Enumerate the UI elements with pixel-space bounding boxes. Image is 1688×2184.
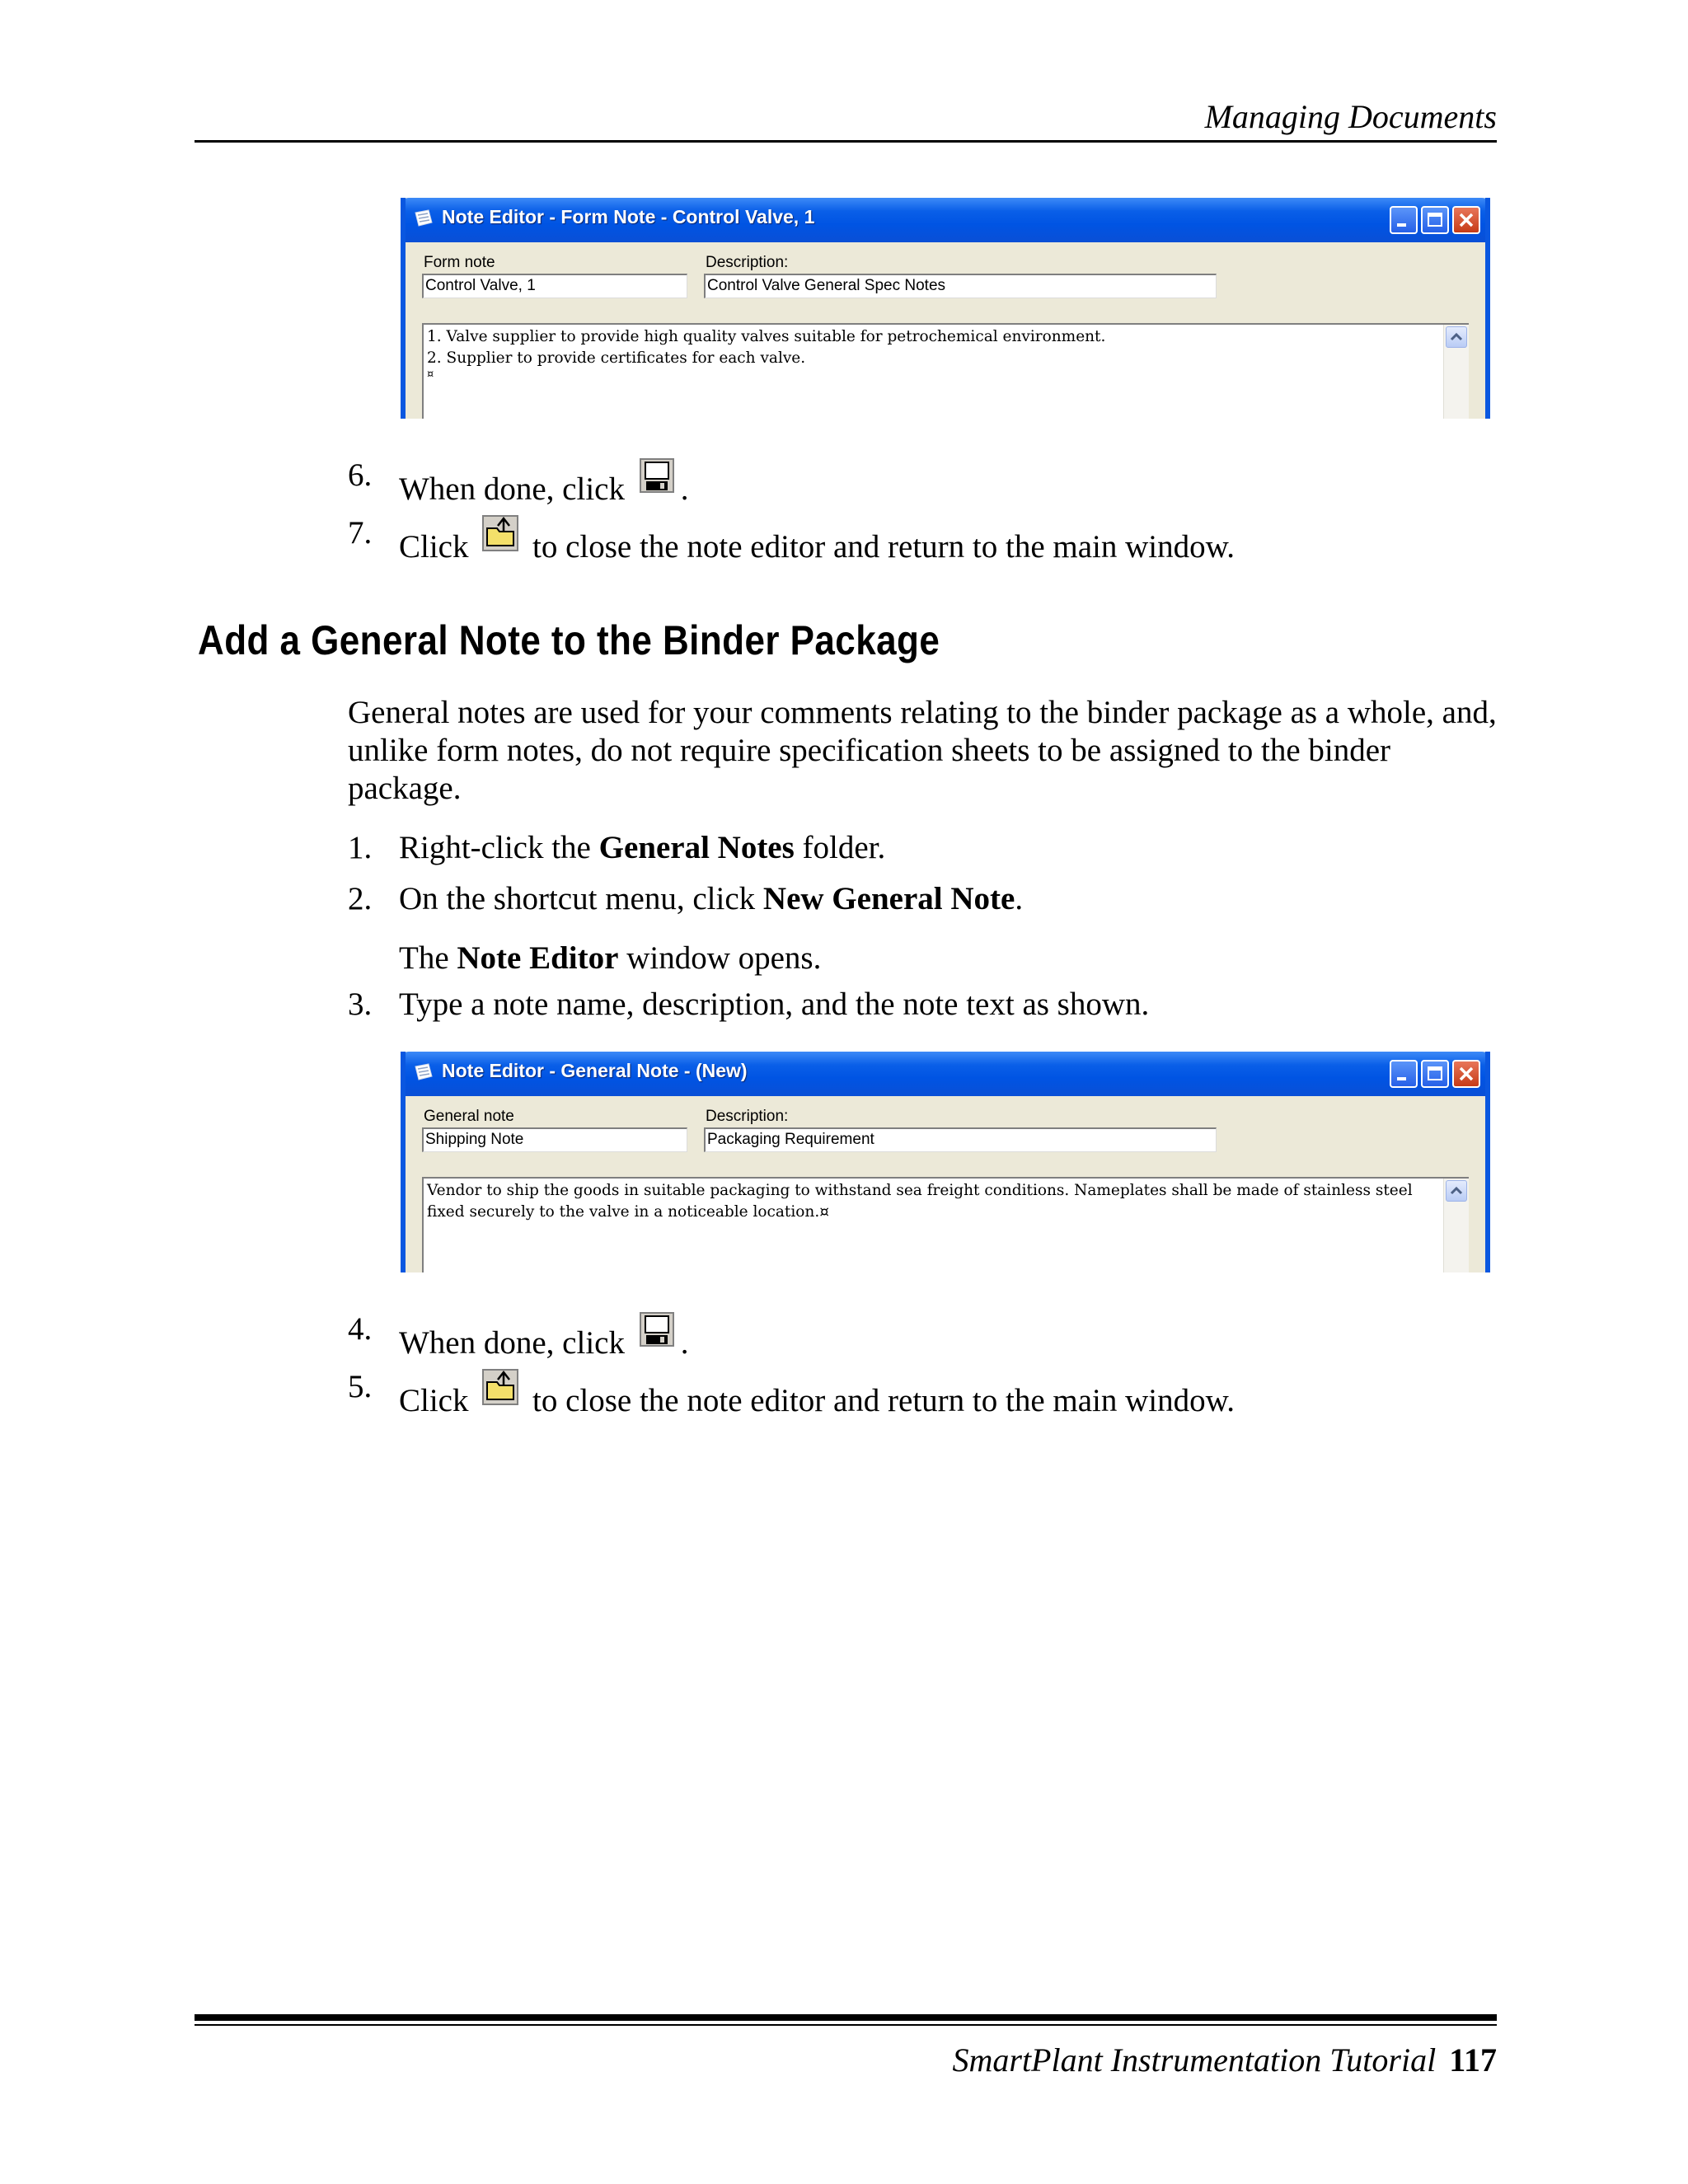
step-number: 5.	[348, 1369, 373, 1404]
intro-paragraph: General notes are used for your comments relating to the binder package as a whole, and, unlike form notes, do not require specification sheets to be assigned to the binder package.	[348, 695, 1497, 806]
step-number: 3.	[348, 987, 373, 1022]
title-bar[interactable]	[401, 198, 1490, 242]
footer	[195, 2041, 1497, 2079]
header-rule	[195, 140, 1497, 143]
result-bold-text: Note Editor	[457, 940, 619, 976]
note-text-line: fixed securely to the valve in a noticeable location.¤	[427, 1203, 829, 1221]
footer-rule-thin	[195, 2024, 1497, 2026]
note-text-area[interactable]	[422, 323, 1469, 419]
maximize-button[interactable]	[1421, 1060, 1449, 1088]
step-text: Click	[399, 529, 477, 565]
step-number: 2.	[348, 881, 373, 916]
close-editor-icon	[481, 514, 519, 552]
result-text: The	[399, 940, 449, 976]
description-label: Description:	[706, 1108, 789, 1125]
close-icon	[1454, 208, 1479, 232]
step-text: .	[680, 1325, 689, 1361]
step-number: 1.	[348, 830, 373, 865]
maximize-icon	[1423, 208, 1447, 232]
step-text: folder.	[802, 830, 886, 865]
general-note-label: General note	[424, 1108, 514, 1125]
step-bold-text: General Notes	[598, 830, 795, 865]
note-text-line: Vendor to ship the goods in suitable packaging to withstand sea freight conditions. Nameplates shall be made of stainless steel	[427, 1182, 1413, 1199]
step-2-result	[399, 940, 821, 977]
note-editor-app-icon	[412, 1062, 435, 1085]
step-number: 6.	[348, 457, 373, 493]
step-text: Click	[399, 1383, 477, 1418]
step-text: On the shortcut menu, click	[399, 881, 756, 916]
maximize-button[interactable]	[1421, 206, 1449, 234]
minimize-button[interactable]	[1390, 206, 1418, 234]
step-bold-text: New General Note	[762, 881, 1015, 916]
note-text-line: 1. Valve supplier to provide high quality valves suitable for petrochemical environment.	[427, 328, 1106, 345]
step-number: 7.	[348, 515, 373, 551]
step-text: Right-click the	[399, 830, 591, 865]
scroll-up-button[interactable]	[1446, 1180, 1467, 1202]
close-button[interactable]	[1452, 1060, 1480, 1088]
description-label: Description:	[706, 254, 789, 271]
minimize-icon	[1391, 1062, 1416, 1086]
chevron-up-icon	[1447, 327, 1466, 347]
section-heading: Add a General Note to the Binder Package	[198, 617, 940, 663]
note-editor-app-icon	[412, 208, 435, 231]
step-text: When done, click	[399, 471, 633, 507]
maximize-icon	[1423, 1062, 1447, 1086]
minimize-button[interactable]	[1390, 1060, 1418, 1088]
close-icon	[1454, 1062, 1479, 1086]
step-text: Type a note name, description, and the note text as shown.	[399, 987, 1150, 1022]
save-icon	[638, 1310, 676, 1348]
footer-title: SmartPlant Instrumentation Tutorial	[952, 2041, 1437, 2079]
step-text: When done, click	[399, 1325, 633, 1361]
close-button[interactable]	[1452, 206, 1480, 234]
running-head: Managing Documents	[1204, 98, 1497, 135]
chevron-up-icon	[1447, 1181, 1466, 1201]
save-icon	[638, 457, 676, 494]
footer-rule	[195, 2014, 1497, 2021]
note-text-area[interactable]	[422, 1177, 1469, 1272]
window-title: Note Editor - General Note - (New)	[442, 1060, 748, 1081]
result-text: window opens.	[626, 940, 822, 976]
note-editor-window-form-note	[401, 198, 1490, 419]
page-number: 117	[1449, 2041, 1497, 2079]
vertical-scrollbar[interactable]	[1443, 325, 1469, 419]
minimize-icon	[1391, 208, 1416, 232]
step-text: .	[1015, 881, 1024, 916]
description-input[interactable]: Packaging Requirement	[704, 1127, 1217, 1152]
note-text-line: 2. Supplier to provide certificates for each valve.	[427, 349, 806, 367]
form-note-input[interactable]: Control Valve, 1	[422, 274, 687, 298]
form-note-label: Form note	[424, 254, 495, 271]
window-title: Note Editor - Form Note - Control Valve, 1	[442, 206, 815, 227]
step-text: to close the note editor and return to the main window.	[524, 1383, 1236, 1418]
note-text-line: ¤	[427, 368, 434, 381]
step-text: to close the note editor and return to the main window.	[524, 529, 1236, 565]
step-text: .	[680, 471, 689, 507]
scroll-up-button[interactable]	[1446, 326, 1467, 348]
note-editor-window-general-note	[401, 1052, 1490, 1272]
step-number: 4.	[348, 1311, 373, 1347]
vertical-scrollbar[interactable]	[1443, 1179, 1469, 1272]
close-editor-icon	[481, 1368, 519, 1406]
general-note-input[interactable]: Shipping Note	[422, 1127, 687, 1152]
description-input[interactable]: Control Valve General Spec Notes	[704, 274, 1217, 298]
title-bar[interactable]	[401, 1052, 1490, 1096]
